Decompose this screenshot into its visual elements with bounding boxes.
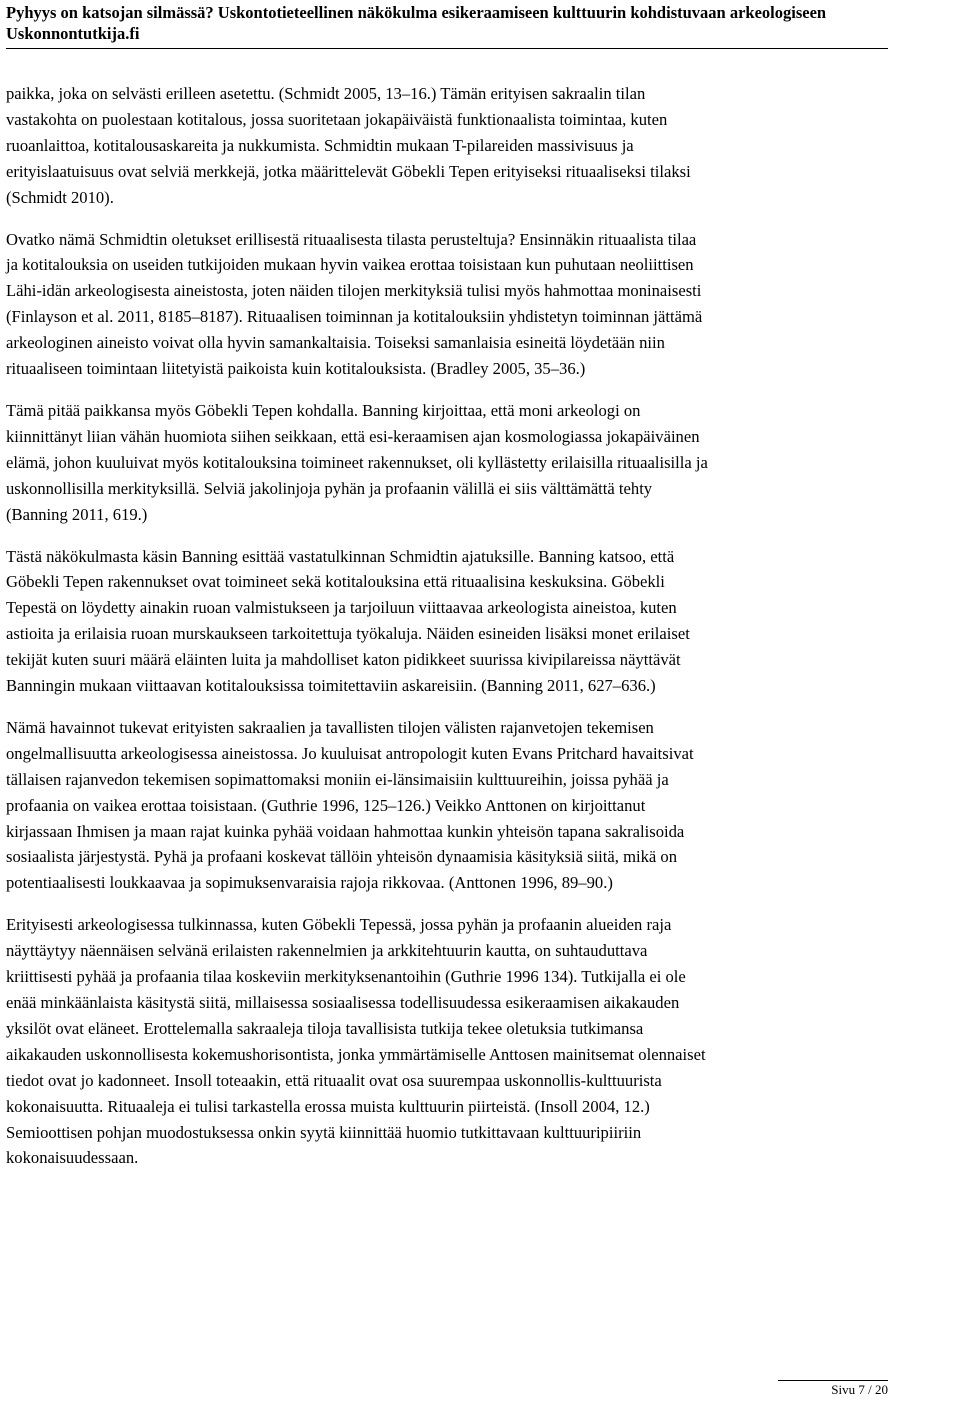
paragraph-6: Erityisesti arkeologisessa tulkinnassa, kuten Göbekli Tepessä, jossa pyhän ja profaanin alueiden raja näyttäytyy näennäisen selvänä erilaisten rakennelmien ja arkkitehtuurin kautta, on suhtauduttava kriittisesti pyhää ja profaania tilaa koskeviin merkityksenantoihin (Guthrie 1996 134). Tutkijalla ei ole enää minkäänlaista käsitystä siitä, millaisessa sosiaalisessa todellisuudessa esikeraamisen aikakauden yksilöt ovat eläneet. Erottelemalla sakraaleja tiloja tavallisista tutkija tekee oletuksia tutkimansa aikakauden uskonnollisesta kokemushorisontista, jonka ymmärtämiselle Anttosen mainitsemat olennaiset tiedot ovat jo kadonneet. Insoll toteaakin, että rituaalit ovat osa suurempaa uskonnollis-kulttuurista kokonaisuutta. Rituaaleja ei tulisi tarkastella erossa muista kulttuurin piirteistä. (Insoll 2004, 12.) Semioottisen pohjan muodostuksessa onkin syytä kiinnittää huomio tutkittavaan kulttuuripiiriin kokonaisuudessaan. — [6, 915, 706, 1168]
page-number: Sivu 7 / 20 — [831, 1382, 888, 1397]
paragraph-4: Tästä näkökulmasta käsin Banning esittää vastatulkinnan Schmidtin ajatuksille. Banning katsoo, että Göbekli Tepen rakennukset ovat toimineet sekä kotitalouksina että rituaalisina keskuksina. Göbekli Tepestä on löydetty ainakin ruoan valmistukseen ja tarjoiluun viittaavaa arkeologista aineistoa, kuten astioita ja erilaisia ruoan murskaukseen tarkoitettuja työkaluja. Näiden esineiden lisäksi monet erilaiset tekijät kuten suuri määrä eläinten luita ja mahdolliset katon pidikkeet suurissa kivipilareissa näyttävät Banningin mukaan viittaavan kotitalouksissa toimitettaviin askareisiin. (Banning 2011, 627–636.) — [6, 546, 690, 696]
paragraph-3: Tämä pitää paikkansa myös Göbekli Tepen kohdalla. Banning kirjoittaa, että moni arkeologi on kiinnittänyt liian vähän huomiota siihen seikkaan, että esi-keraamisen ajan kosmologiassa jokapäiväinen elämä, johon kuuluivat myös kotitalouksina toimineet rakennukset, oli kyllästetty erilaisilla rituaalisilla ja uskonnollisilla merkityksillä. Selviä jakolinjoja pyhän ja profaanin välillä ei siis välttämättä tehty (Banning 2011, 619.) — [6, 400, 708, 524]
page-header — [6, 2, 956, 44]
header-divider — [6, 48, 888, 49]
header-title: Pyhyys on katsojan silmässä? Uskontotieteellinen näkökulma esikeraamiseen kulttuurin kohdistuvaan arkeologiseen — [6, 3, 827, 22]
header-site-name: Uskonnontutkija.fi — [6, 24, 140, 43]
paragraph-2: Ovatko nämä Schmidtin oletukset erillisestä rituaalisesta tilasta perusteltuja? Ensinnäkin rituaalista tilaa ja kotitalouksia on useiden tutkijoiden mukaan hyvin vaikea erottaa toisistaan kun puhutaan neoliittisen Lähi-idän arkeologisesta aineistosta, joten näiden tilojen merkityksiä tulisi myös hahmottaa moninaisesti (Finlayson et al. 2011, 8185–8187). Rituaalisen toiminnan ja kotitalouksiin yhdistetyn toiminnan jättämä arkeologinen aineisto voivat olla hyvin samankaltaisia. Toiseksi samanlaisia esineitä löydetään niin rituaaliseen toimintaan liitetyistä paikoista kuin kotitalouksista. (Bradley 2005, 35–36.) — [6, 229, 703, 379]
paragraph-5: Nämä havainnot tukevat erityisten sakraalien ja tavallisten tilojen välisten rajanvetojen tekemisen ongelmallisuutta arkeologisessa aineistossa. Jo kuuluisat antropologit kuten Evans Pritchard havaitsivat tällaisen rajanvedon tekemisen sopimattomaksi moniin ei-länsimaisiin kulttuureihin, joissa pyhää ja profaania on vaikea erottaa toisistaan. (Guthrie 1996, 125–126.) Veikko Anttonen on kirjoittanut kirjassaan Ihmisen ja maan rajat kuinka pyhää voidaan hahmottaa kunkin yhteisön tapana sakralisoida sosiaalista järjestystä. Pyhä ja profaani koskevat tällöin yhteisön dynaamisia käsityksiä siitä, mikä on potentiaalisesti loukkaavaa ja sopimuksenvaraisia rajoja rikkovaa. (Anttonen 1996, 89–90.) — [6, 717, 694, 893]
paragraph-1: paikka, joka on selvästi erilleen asetettu. (Schmidt 2005, 13–16.) Tämän erityisen sakraalin tilan vastakohta on puolestaan kotitalous, jossa suoritetaan jokapäiväistä funktionaalista toimintaa, kuten ruoanlaittoa, kotitalousaskareita ja nukkumista. Schmidtin mukaan T-pilareiden massivisuus ja erityislaatuisuus ovat selviä merkkejä, jotka määrittelevät Göbekli Tepen erityiseksi rituaaliseksi tilaksi (Schmidt 2010). — [6, 84, 691, 207]
document-body — [6, 81, 880, 1187]
page-footer — [778, 1380, 888, 1401]
